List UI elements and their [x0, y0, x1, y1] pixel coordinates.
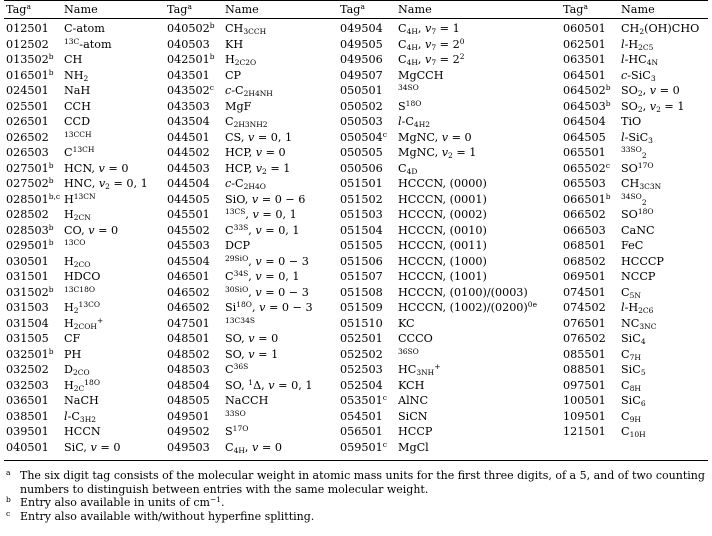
tag-cell: 049501 — [167, 409, 210, 423]
table-bottom-rule — [4, 460, 708, 461]
tag-cell: 049507 — [340, 68, 383, 82]
tag-cell: 065502$^c$ — [563, 160, 610, 175]
tag-cell: 088501 — [563, 363, 606, 377]
footnote-mark: a — [6, 468, 11, 477]
molecule-name-cell: $C^{36S}$ — [225, 362, 249, 377]
molecule-name-cell: SiC$_5$ — [621, 363, 646, 378]
tag-cell: 068501 — [563, 239, 606, 253]
tag-cell: 052502 — [340, 347, 383, 361]
molecule-name-cell: $^{13C}$-atom — [64, 36, 112, 51]
tag-cell: 031502$^b$ — [6, 284, 54, 299]
tag-cell: 029501$^b$ — [6, 238, 54, 253]
molecule-name-cell: $HC_{3NH}^+$ — [398, 362, 441, 378]
molecule-name-cell: 13CO — [64, 238, 86, 248]
tag-cell: 045502 — [167, 223, 210, 237]
table-row — [4, 440, 708, 458]
table-row — [4, 192, 708, 208]
tag-cell: 056501 — [340, 425, 383, 439]
molecule-name-cell: HCCCN, (0010) — [398, 223, 487, 237]
tag-cell: 040503 — [167, 37, 210, 51]
tag-cell: 013502$^b$ — [6, 52, 54, 67]
tag-cell: 032502 — [6, 363, 49, 377]
tag-cell: 026503 — [6, 146, 49, 160]
tag-cell: 044501 — [167, 130, 210, 144]
molecule-name-cell: $C_{8H}$ — [621, 378, 641, 393]
molecule-name-cell: KH — [225, 37, 244, 51]
molecule-name-cell: $C_{10H}$ — [621, 425, 646, 440]
molecule-name-cell: $D_{2CO}$ — [64, 363, 90, 378]
header-name: Name — [398, 3, 432, 16]
tag-cell: 068502 — [563, 254, 606, 268]
tag-cell: 051501 — [340, 177, 383, 191]
tag-cell: 040501 — [6, 440, 49, 454]
molecule-name-cell: $l-H_{2C5}$ — [621, 37, 654, 52]
tag-cell: 052503 — [340, 363, 383, 377]
table-row — [4, 161, 708, 177]
molecule-name-cell: $H_{2COH}^+$ — [64, 315, 104, 331]
tag-cell: 024501 — [6, 84, 49, 98]
molecule-name-cell: SiC, v = 0 — [64, 440, 121, 454]
tag-cell: 066502 — [563, 208, 606, 222]
molecule-name-cell: $C_{7H}$ — [621, 347, 641, 362]
molecule-name-cell: $C_{4D}$ — [398, 161, 418, 176]
molecule-name-cell: $C^{34S}$, v = 0, 1 — [225, 269, 300, 284]
molecule-name-cell: MgCl — [398, 440, 429, 454]
tag-cell: 063501 — [563, 53, 606, 67]
molecule-name-cell: $l-H_{2C6}$ — [621, 301, 654, 316]
footnotes — [4, 469, 708, 523]
tag-cell: 066501$^b$ — [563, 191, 611, 206]
molecule-name-cell: SiO, v = 0 − 6 — [225, 192, 306, 206]
tag-cell: 050504$^c$ — [340, 129, 387, 144]
footnote-text: Entry also available with/without hyperfine splitting. — [20, 509, 315, 523]
molecule-name-cell: HCCP — [398, 425, 433, 439]
molecule-name-cell: HCCCP — [621, 254, 664, 268]
molecule-name-cell: 13CCH — [64, 129, 92, 139]
tag-cell: 043501 — [167, 68, 210, 82]
tag-cell: 051505 — [340, 239, 383, 253]
tag-cell: 049504 — [340, 22, 383, 36]
tag-cell: 036501 — [6, 394, 49, 408]
footnote-mark: b — [6, 495, 11, 504]
table-row — [4, 52, 708, 68]
tag-cell: 051508 — [340, 285, 383, 299]
molecule-name-cell: $SO^{18O}$ — [621, 207, 654, 222]
tag-cell: 038501 — [6, 409, 49, 423]
molecule-name-cell: MgCCH — [398, 68, 444, 82]
tag-cell: 052504 — [340, 378, 383, 392]
tag-cell: 064502$^b$ — [563, 83, 611, 98]
footnote — [4, 510, 708, 524]
molecule-name-cell: C-atom — [64, 22, 105, 36]
tag-cell: 074501 — [563, 285, 606, 299]
molecule-name-cell: CaNC — [621, 223, 655, 237]
molecule-name-cell: $H_2^{13CO}$ — [64, 300, 100, 316]
tag-cell: 040502$^b$ — [167, 21, 215, 36]
tag-cell: 048502 — [167, 347, 210, 361]
molecule-name-cell: $c-C_{2H4O}$ — [225, 177, 266, 192]
molecule-name-cell: HCCCN, (0002) — [398, 208, 487, 222]
tag-cell: 065503 — [563, 177, 606, 191]
molecule-name-cell: $CH_{3C3N}$ — [621, 177, 662, 192]
molecule-name-cell: $C_{2H3NH2}$ — [225, 115, 268, 130]
tag-cell: 031503 — [6, 301, 49, 315]
tag-cell: 030501 — [6, 254, 49, 268]
molecule-name-cell: $H_{2C2O}$ — [225, 53, 257, 68]
molecule-name-cell: HDCO — [64, 270, 101, 284]
table-row — [4, 316, 708, 332]
tag-cell: 062501 — [563, 37, 606, 51]
molecule-name-cell: $S^{18O}$ — [398, 98, 422, 113]
tag-cell: 032501$^b$ — [6, 346, 54, 361]
header-name: Name — [64, 3, 98, 16]
molecule-name-cell: $l-C_{3H2}$ — [64, 409, 97, 424]
table-row — [4, 83, 708, 99]
molecule-name-cell: MgNC, v = 0 — [398, 130, 472, 144]
tag-cell: 026501 — [6, 115, 49, 129]
molecule-name-cell: HCCCN, (0001) — [398, 192, 487, 206]
molecule-name-cell: $C_{4H}$, $v_7 = 1$ — [398, 22, 460, 37]
molecule-name-cell: SiC$_6$ — [621, 394, 646, 409]
molecule-catalog-table — [4, 0, 708, 457]
tag-cell: 076501 — [563, 316, 606, 330]
molecule-name-cell: $C_{4H}$, $v_7 = 2^2$ — [398, 52, 465, 68]
header-tag: Tag$^a$ — [6, 2, 31, 16]
footnote — [4, 469, 708, 496]
tag-cell: 069501 — [563, 270, 606, 284]
tag-cell: 046502 — [167, 301, 210, 315]
molecule-name-cell: $S^{17O}$ — [225, 424, 249, 439]
tag-cell: 085501 — [563, 347, 606, 361]
molecule-name-cell: CH — [64, 53, 83, 67]
tag-cell: 051510 — [340, 316, 383, 330]
tag-cell: 047501 — [167, 316, 210, 330]
tag-cell: 076502 — [563, 332, 606, 346]
table-row — [4, 207, 708, 223]
molecule-name-cell: $C^{13CH}$ — [64, 145, 95, 160]
tag-cell: 050506 — [340, 161, 383, 175]
table-row — [4, 424, 708, 440]
molecule-name-cell: HCN, v = 0 — [64, 161, 129, 175]
tag-cell: 049506 — [340, 53, 383, 67]
molecule-name-cell: HCP, $v_2 = 1$ — [225, 161, 291, 176]
tag-cell: 046502 — [167, 285, 210, 299]
molecule-name-cell: AlNC — [398, 394, 429, 408]
tag-cell: 028501$^{b,c}$ — [6, 191, 61, 206]
footnote-text: Entry also available in units of $cm^{-1}$. — [20, 495, 225, 509]
molecule-name-cell: TiO — [621, 115, 642, 129]
table-row — [4, 176, 708, 192]
tag-cell: 064504 — [563, 115, 606, 129]
molecule-name-cell: HCCCN, (0011) — [398, 239, 487, 253]
molecule-name-cell: HCP, v = 0 — [225, 146, 286, 160]
molecule-name-cell: HCCCN, (0100)/(0003) — [398, 285, 528, 299]
tag-cell: 012502 — [6, 37, 49, 51]
tag-cell: 048501 — [167, 332, 210, 346]
molecule-name-cell: PH — [64, 347, 82, 361]
tag-cell: 027502$^b$ — [6, 176, 54, 191]
footnote-text: The six digit tag consists of the molecular weight in atomic mass units for the first three digits, of a 5, and of two counting numbers to distinguish between entries with the same molecular weight. — [20, 469, 705, 496]
header-row — [4, 1, 708, 19]
tag-cell: 048504 — [167, 378, 210, 392]
table-row — [4, 393, 708, 409]
molecule-name-cell: $H_{2C}^{18O}$ — [64, 377, 100, 393]
molecule-name-cell: CO, v = 0 — [64, 223, 119, 237]
molecule-name-cell: SiC$_4$ — [621, 332, 646, 347]
tag-cell: 051503 — [340, 208, 383, 222]
table-row — [4, 285, 708, 301]
molecule-name-cell: 36SO — [398, 346, 419, 356]
molecule-name-cell: CF — [64, 332, 81, 346]
molecule-name-cell: SiCN — [398, 409, 428, 423]
molecule-name-cell: DCP — [225, 239, 251, 253]
tag-cell: 054501 — [340, 409, 383, 423]
tag-cell: 051507 — [340, 270, 383, 284]
tag-cell: 109501 — [563, 409, 606, 423]
table-row — [4, 409, 708, 425]
table-body — [4, 19, 708, 458]
tag-cell: 043502$^c$ — [167, 83, 214, 98]
molecule-name-cell: $SO_2$, $v_2 = 1$ — [621, 99, 685, 114]
tag-cell: 028502 — [6, 208, 49, 222]
tag-cell: 045503 — [167, 239, 210, 253]
molecule-name-cell: CCH — [64, 99, 91, 113]
molecule-name-cell: $^{13CS}$, v = 0, 1 — [225, 207, 297, 222]
molecule-name-cell: 13C18O — [64, 284, 95, 294]
molecule-name-cell: HCCN — [64, 425, 101, 439]
tag-cell: 064501 — [563, 68, 606, 82]
molecule-name-cell: $SO_2$, v = 0 — [621, 84, 680, 99]
catalog-table-container — [4, 0, 708, 523]
table-row — [4, 378, 708, 394]
tag-cell: 039501 — [6, 425, 49, 439]
tag-cell: 051509 — [340, 301, 383, 315]
molecule-name-cell: CCD — [64, 115, 91, 129]
molecule-name-cell: $H_{2CO}$ — [64, 254, 91, 269]
tag-cell: 053501$^c$ — [340, 393, 387, 408]
tag-cell: 074502 — [563, 301, 606, 315]
table-row — [4, 269, 708, 285]
tag-cell: 045501 — [167, 208, 210, 222]
tag-cell: 051506 — [340, 254, 383, 268]
tag-cell: 045504 — [167, 254, 210, 268]
molecule-name-cell: $NH_2$ — [64, 68, 89, 83]
tag-cell: 043503 — [167, 99, 210, 113]
tag-cell: 059501$^c$ — [340, 439, 387, 454]
molecule-name-cell: MgF — [225, 99, 252, 113]
tag-cell: 050505 — [340, 146, 383, 160]
footnote-mark: c — [6, 508, 11, 518]
molecule-name-cell: MgNC, $v_2 = 1$ — [398, 146, 477, 161]
tag-cell: 048505 — [167, 394, 210, 408]
molecule-name-cell: HCCCN, (0000) — [398, 177, 487, 191]
tag-cell: 042501$^b$ — [167, 52, 215, 67]
table-row — [4, 145, 708, 161]
molecule-name-cell: $l-HC_{4N}$ — [621, 53, 659, 68]
molecule-name-cell: $SO^{17O}$ — [621, 160, 654, 175]
table-row — [4, 238, 708, 254]
molecule-name-cell: HNC, $v_2 = 0$, 1 — [64, 177, 148, 192]
table-row — [4, 254, 708, 270]
tag-cell: 050502 — [340, 99, 383, 113]
tag-cell: 064505 — [563, 130, 606, 144]
header-tag: Tag$^a$ — [563, 2, 588, 16]
molecule-name-cell: SO, v = 0 — [225, 332, 279, 346]
tag-cell: 052501 — [340, 332, 383, 346]
molecule-name-cell: $Si^{18O}$, v = 0 − 3 — [225, 300, 313, 315]
molecule-name-cell: KC — [398, 316, 415, 330]
header-name: Name — [621, 3, 655, 16]
molecule-name-cell: $C^{33S}$, v = 0, 1 — [225, 222, 300, 237]
molecule-name-cell: $^{30SiO}$, v = 0 − 3 — [225, 284, 309, 299]
tag-cell: 046501 — [167, 270, 210, 284]
tag-cell: 060501 — [563, 22, 606, 36]
molecule-name-cell: 13C34S — [225, 315, 255, 325]
tag-cell: 097501 — [563, 378, 606, 392]
molecule-name-cell: $NC_{3NC}$ — [621, 316, 657, 331]
molecule-name-cell: $C_{4H}$, v = 0 — [225, 440, 282, 455]
molecule-name-cell: $l-C_{4H2}$ — [398, 115, 431, 130]
tag-cell: 044503 — [167, 161, 210, 175]
tag-cell: 050501 — [340, 84, 383, 98]
molecule-name-cell — [619, 440, 708, 458]
table-row — [4, 130, 708, 146]
molecule-name-cell: 33SO — [225, 408, 246, 418]
tag-cell: 025501 — [6, 99, 49, 113]
molecule-name-cell: $C_{4H}$, $v_7 = 2^0$ — [398, 36, 465, 52]
tag-cell: 049503 — [167, 440, 210, 454]
molecule-name-cell: c-SiC$_3$ — [621, 68, 656, 83]
molecule-name-cell: NaCH — [64, 394, 99, 408]
tag-cell: 048503 — [167, 363, 210, 377]
molecule-name-cell: CP — [225, 68, 242, 82]
molecule-name-cell: SO, $^1$Δ, v = 0, 1 — [225, 377, 313, 392]
molecule-name-cell: HCCCN, $(1002)/(0200)^{0e}$ — [398, 300, 538, 315]
molecule-name-cell: NaCCH — [225, 394, 269, 408]
table-row — [4, 347, 708, 363]
molecule-name-cell: NCCP — [621, 270, 656, 284]
tag-cell: 100501 — [563, 394, 606, 408]
table-row — [4, 114, 708, 130]
molecule-name-cell: CS, v = 0, 1 — [225, 130, 293, 144]
tag-cell: 031501 — [6, 270, 49, 284]
molecule-name-cell: $c-C_{2H4NH}$ — [225, 84, 273, 99]
tag-cell: 016501$^b$ — [6, 67, 54, 82]
table-row — [4, 37, 708, 53]
molecule-name-cell: $^{33SO}_2$ — [621, 145, 647, 161]
table-row — [4, 300, 708, 316]
molecule-name-cell: $H^{13CN}$ — [64, 191, 96, 206]
molecule-name-cell: KCH — [398, 378, 425, 392]
header-name: Name — [225, 3, 259, 16]
molecule-name-cell: $C_{9H}$ — [621, 409, 641, 424]
tag-cell: 044505 — [167, 192, 210, 206]
tag-cell: 032503 — [6, 378, 49, 392]
tag-cell: 028503$^b$ — [6, 222, 54, 237]
tag-cell: 050503 — [340, 115, 383, 129]
tag-cell: 049505 — [340, 37, 383, 51]
molecule-name-cell: $H_{2CN}$ — [64, 208, 91, 223]
header-tag: Tag$^a$ — [167, 2, 192, 16]
tag-cell: 027501$^b$ — [6, 160, 54, 175]
tag-cell: 043504 — [167, 115, 210, 129]
tag-cell: 121501 — [563, 425, 606, 439]
tag-cell: 049502 — [167, 425, 210, 439]
tag-cell: 065501 — [563, 146, 606, 160]
molecule-name-cell: $C_{5N}$ — [621, 285, 641, 300]
molecule-name-cell: FeC — [621, 239, 644, 253]
tag-cell — [561, 440, 619, 458]
tag-cell: 066503 — [563, 223, 606, 237]
molecule-name-cell: HCCCN, (1001) — [398, 270, 487, 284]
table-row — [4, 362, 708, 378]
molecule-name-cell: 34SO — [398, 83, 419, 93]
table-header — [4, 1, 708, 19]
table-row — [4, 223, 708, 239]
tag-cell: 044504 — [167, 177, 210, 191]
tag-cell: 051504 — [340, 223, 383, 237]
tag-cell: 012501 — [6, 22, 49, 36]
tag-cell: 051502 — [340, 192, 383, 206]
molecule-name-cell: NaH — [64, 84, 91, 98]
tag-cell: 031504 — [6, 316, 49, 330]
tag-cell: 044502 — [167, 146, 210, 160]
table-row — [4, 19, 708, 37]
molecule-name-cell: CCCO — [398, 332, 433, 346]
table-row — [4, 68, 708, 84]
molecule-name-cell: $CH_2(OH)CHO$ — [621, 22, 700, 37]
tag-cell: 064503$^b$ — [563, 98, 611, 113]
tag-cell: 026502 — [6, 130, 49, 144]
table-row — [4, 99, 708, 115]
molecule-name-cell: $CH_{3CCH}$ — [225, 22, 267, 37]
molecule-name-cell: l-SiC$_3$ — [621, 130, 653, 145]
footnote — [4, 496, 708, 510]
molecule-name-cell: HCCCN, (1000) — [398, 254, 487, 268]
molecule-name-cell: $^{29SiO}$, v = 0 − 3 — [225, 253, 309, 268]
molecule-name-cell: SO, v = 1 — [225, 347, 279, 361]
molecule-name-cell: $^{34SO}_2$ — [621, 191, 647, 207]
header-tag: Tag$^a$ — [340, 2, 365, 16]
table-row — [4, 331, 708, 347]
tag-cell: 031505 — [6, 332, 49, 346]
